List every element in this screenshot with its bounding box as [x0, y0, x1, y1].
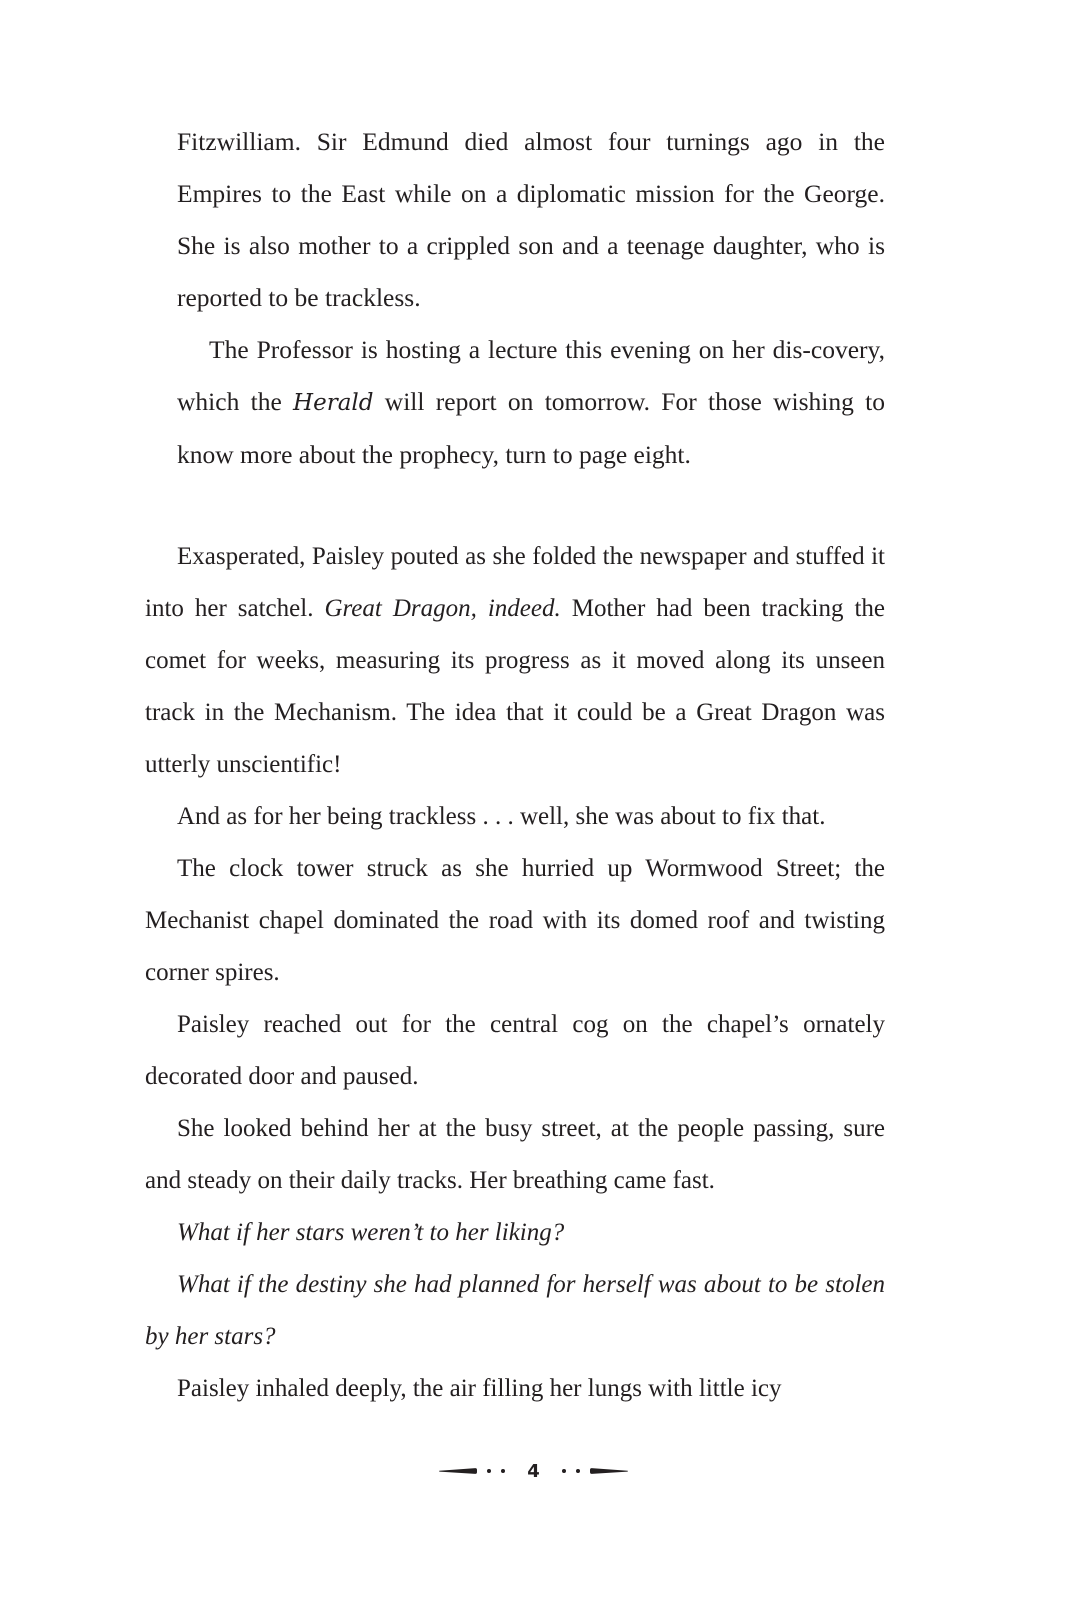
news-paragraph-2 [177, 324, 885, 481]
folio-ornament-left [439, 1468, 477, 1474]
paragraph-1-text-b: Mother had been tracking the comet for weeks, measuring its progress as it moved along its unseen track in the Mechanism. The idea that it could be a Great Dragon was utterly unscientific! [145, 595, 885, 778]
page-number: 4 [527, 1460, 540, 1482]
news-line-1: Fitzwilliam. Sir Edmund died almost four turnings ago in the [177, 127, 885, 156]
paragraph-3: The clock tower struck as she hurried up Wormwood Street; the Mechanist chapel dominated the road with its domed roof and twisting corner spires. [145, 855, 885, 986]
paragraph-7: What if the destiny she had planned for herself was about to be stolen by her stars? [145, 1271, 885, 1350]
folio-dot-icon [562, 1469, 566, 1473]
paragraph-5: She looked behind her at the busy street, at the people passing, sure and steady on their daily tracks. Her breathing came fast. [145, 1115, 885, 1194]
newspaper-excerpt [177, 116, 885, 481]
paragraph-6: What if her stars weren’t to her liking? [177, 1219, 565, 1246]
folio-dot-icon [487, 1469, 491, 1473]
news-p2-text-a: The Professor is hosting a lecture this evening on her dis-covery, which the [177, 335, 885, 416]
folio-ornament-right [590, 1468, 628, 1474]
paragraph-4: Paisley reached out for the central cog on the chapel’s ornately decorated door and paused. [145, 1011, 885, 1090]
paragraph-1 [145, 531, 885, 791]
paragraph-1-text-a: Exasperated, Paisley pouted as she folded the newspaper and stuffed it into her satchel. [145, 543, 885, 622]
herald-title: Herald [293, 390, 374, 416]
news-paragraph-1 [177, 116, 885, 324]
folio-dot-icon [501, 1469, 505, 1473]
news-p2-text-b: will report on tomorrow. For those wishing to know more about the prophecy, turn to page eight. [177, 387, 885, 469]
page-folio [0, 1456, 1067, 1486]
folio-dot-icon [576, 1469, 580, 1473]
paragraph-2: And as for her being trackless . . . well, she was about to fix that. [177, 803, 826, 830]
news-line-3: She is also mother to a crippled son and a teenage daughter, who [177, 231, 868, 260]
news-line-4: is reported to be trackless. [177, 231, 885, 312]
narrative-text [145, 531, 885, 1415]
paragraph-8: Paisley inhaled deeply, the air filling her lungs with little icy [177, 1375, 782, 1402]
news-line-2: Empires to the East while on a diplomatic mission for the George. [177, 179, 885, 208]
paragraph-1-italic: Great Dragon, indeed. [324, 595, 561, 622]
